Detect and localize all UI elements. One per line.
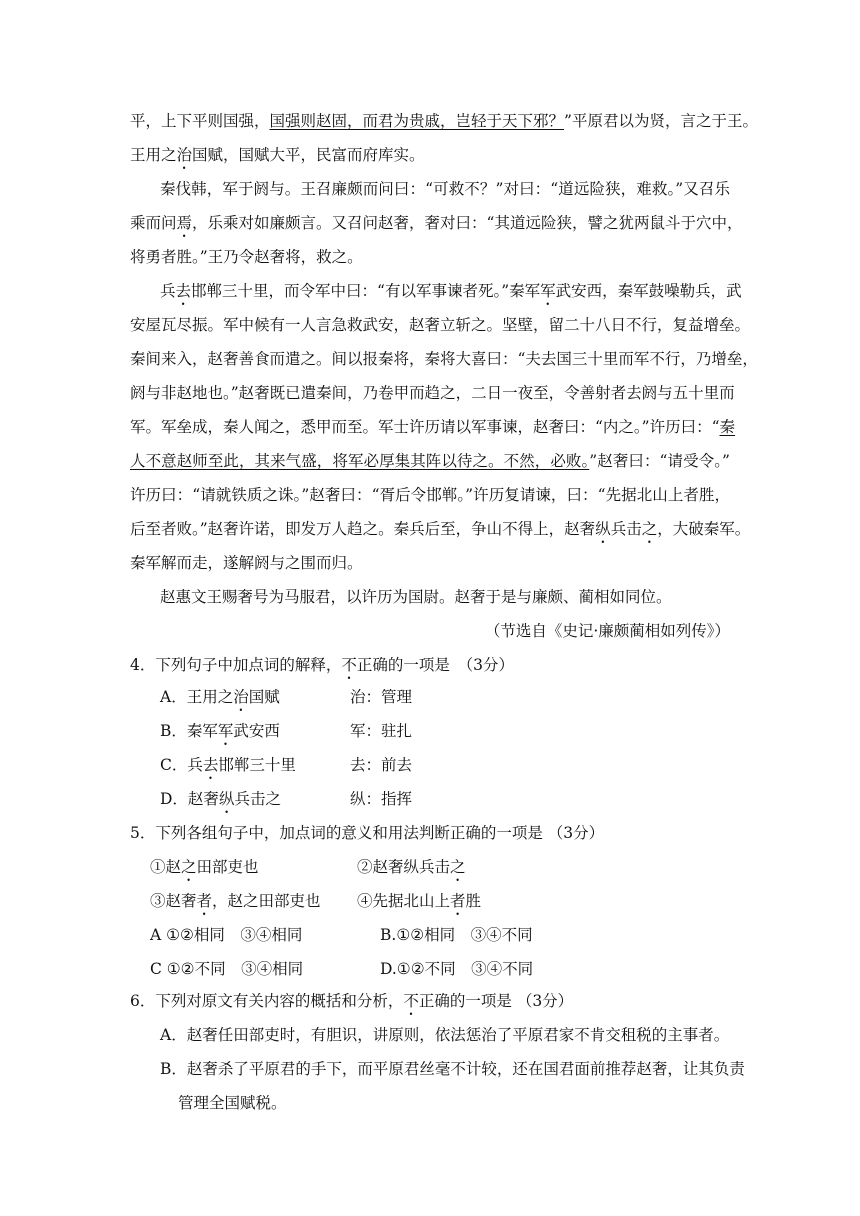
passage-line bbox=[130, 213, 743, 241]
text-segment: 国赋 bbox=[248, 688, 280, 706]
q4-gloss-c: 去：前去 bbox=[350, 756, 413, 774]
dotted-word: 军 bbox=[217, 722, 234, 740]
dotted-word: 治 bbox=[176, 146, 193, 164]
passage-line: 秦伐韩，军于阏与。王召廉颇而问曰：“可救不？”对曰：“道远险狭，难救。”又召乐 bbox=[160, 180, 730, 198]
passage-line: 将勇者胜。”王乃令赵奢将，救之。 bbox=[130, 248, 363, 266]
passage-line bbox=[130, 451, 730, 471]
q5-sentence-2 bbox=[357, 857, 466, 885]
q4-option-d bbox=[160, 789, 281, 817]
passage-line bbox=[130, 417, 736, 437]
q4-gloss-d: 纵：指挥 bbox=[350, 790, 413, 808]
text-segment: C．兵 bbox=[160, 756, 203, 774]
passage-line: 安屋瓦尽振。军中候有一人言急救武安，赵奢立斩之。坚壁，留二十八日不行，复益增垒。 bbox=[130, 316, 751, 334]
dotted-word: 军 bbox=[540, 282, 556, 300]
q5-option-c: C ①②不同 ③④相同 bbox=[150, 960, 304, 978]
text-segment: A．王用之 bbox=[160, 688, 234, 706]
q6-option-a: A．赵奢任田部吏时，有胆识，讲原则，依法惩治了平原君家不肯交租税的主事者。 bbox=[160, 1026, 730, 1044]
q4-gloss-b: 军：驻扎 bbox=[350, 722, 413, 740]
question-5-stem: 5．下列各组句子中，加点词的意义和用法判断正确的一项是 （3分） bbox=[130, 824, 605, 842]
passage-line: 秦间来入，赵奢善食而遣之。间以报秦将，秦将大喜曰：“夫去国三十里而军不行，乃增垒， bbox=[130, 350, 758, 368]
q4-option-b bbox=[160, 721, 280, 749]
text-segment: 兵 bbox=[160, 282, 176, 300]
text-segment: ，乐乘对如廉颇言。又召问赵奢，奢对曰：“其道远险狭，譬之犹两鼠斗于穴中， bbox=[192, 214, 743, 232]
q4-option-a bbox=[160, 687, 280, 715]
q6-option-b-cont: 管理全国赋税。 bbox=[178, 1094, 287, 1112]
text-segment: ④先据北山上 bbox=[357, 892, 451, 910]
dotted-word: 焉 bbox=[176, 214, 193, 232]
text-segment: 兵击之 bbox=[234, 790, 281, 808]
text-segment: 正确的一项是 （3分） bbox=[418, 992, 574, 1010]
source-citation: （节选自《史记·廉颇蔺相如列传》） bbox=[484, 622, 730, 640]
q5-option-d: D.①②不同 ③④不同 bbox=[380, 960, 534, 978]
q4-option-c bbox=[160, 755, 296, 783]
passage-line: 秦军解而走，遂解阏与之围而归。 bbox=[130, 554, 363, 572]
text-segment: 王用之 bbox=[130, 146, 177, 164]
text-segment: 乘而问 bbox=[130, 214, 177, 232]
text-segment: 平，上下平则国强， bbox=[130, 112, 270, 130]
text-segment: 邯郸三十里，而令军中曰：“有以军事谏者死。”秦军 bbox=[191, 282, 541, 300]
text-segment: 国赋，国赋大平，民富而府库实。 bbox=[192, 146, 425, 164]
dotted-word: 之 bbox=[181, 858, 197, 876]
text-segment: ②赵奢纵兵击 bbox=[357, 858, 451, 876]
dotted-word: 之 bbox=[641, 520, 658, 538]
text-segment: 兵击 bbox=[610, 520, 642, 538]
dotted-word: 去 bbox=[202, 756, 219, 774]
text-segment: 后至者败。”赵奢许诺，即发万人趋之。秦兵后至，争山不得上，赵奢 bbox=[130, 520, 596, 538]
text-segment: 4．下列句子中加点词的解释， bbox=[130, 656, 342, 674]
text-segment: ③赵奢 bbox=[150, 892, 197, 910]
dotted-word: 纵 bbox=[218, 790, 235, 808]
dotted-word: 者 bbox=[196, 892, 213, 910]
dotted-word: 治 bbox=[233, 688, 249, 706]
passage-line bbox=[130, 519, 751, 547]
text-segment: 邯郸三十里 bbox=[218, 756, 296, 774]
text-segment: 田部吏也 bbox=[196, 858, 259, 876]
passage-line bbox=[130, 145, 730, 173]
dotted-word: 不 bbox=[403, 992, 419, 1010]
question-4-stem bbox=[130, 655, 730, 683]
passage-line: 阏与非赵地也。”赵奢既已遣秦间，乃卷甲而趋之，二日一夜至，令善射者去阏与五十里而 bbox=[130, 384, 735, 402]
passage-line bbox=[130, 111, 758, 131]
text-segment: D．赵奢 bbox=[160, 790, 219, 808]
dotted-word: 之 bbox=[450, 858, 466, 876]
text-segment: 6．下列对原文有关内容的概括和分析， bbox=[130, 992, 404, 1010]
text-segment: ”赵奢曰：“请受令。” bbox=[589, 452, 730, 470]
text-segment: ”平原君以为贤，言之于王。 bbox=[564, 112, 758, 130]
dotted-word: 不 bbox=[341, 656, 357, 674]
text-segment: ，赵之田部吏也 bbox=[212, 892, 321, 910]
text-segment: 军。军垒成，秦人闻之，悉甲而至。军士许历请以军事谏，赵奢曰：“内之。”许历曰：“ bbox=[130, 418, 720, 436]
text-segment: B．秦军 bbox=[160, 722, 218, 740]
q4-gloss-a: 治：管理 bbox=[350, 688, 413, 706]
text-segment: ，大破秦军。 bbox=[657, 520, 751, 538]
text-segment: 正确的一项是 （3分） bbox=[356, 656, 515, 674]
q6-option-b: B．赵奢杀了平原君的手下，而平原君丝毫不计较，还在国君面前推荐赵奢，让其负责 bbox=[160, 1060, 745, 1078]
underlined-sentence: 人不意赵师至此，其来气盛， bbox=[130, 452, 333, 470]
q5-option-a: A ①②相同 ③④相同 bbox=[150, 926, 303, 944]
q5-sentence-1 bbox=[150, 857, 259, 885]
dotted-word: 纵 bbox=[595, 520, 611, 538]
question-6-stem bbox=[130, 991, 730, 1019]
q5-sentence-4 bbox=[357, 891, 481, 919]
passage-line: 赵惠文王赐奢号为马服君，以许历为国尉。赵奢于是与廉颇、蔺相如同位。 bbox=[160, 588, 672, 606]
passage-line: 许历曰：“请就铁质之诛。”赵奢曰：“胥后令邯郸。”许历复请谏，曰：“先据北山上者胜， bbox=[130, 486, 730, 504]
text-segment: 胜 bbox=[465, 892, 482, 910]
q5-option-b: B.①②相同 ③④不同 bbox=[380, 926, 533, 944]
dotted-word: 者 bbox=[450, 892, 466, 910]
dotted-word: 去 bbox=[175, 282, 192, 300]
underlined-sentence: 国强则赵固，而君为贵戚，岂轻于天下邪？ bbox=[269, 112, 565, 130]
q5-sentence-3 bbox=[150, 891, 321, 919]
text-segment: 武安西，秦军鼓噪勒兵，武 bbox=[555, 282, 742, 300]
text-segment: ①赵 bbox=[150, 858, 182, 876]
underlined-sentence: 将军必厚集其阵以待之。不然，必败。 bbox=[332, 452, 590, 470]
passage-line bbox=[160, 281, 742, 309]
underlined-sentence: 秦 bbox=[719, 418, 736, 436]
text-segment: 武安西 bbox=[233, 722, 280, 740]
